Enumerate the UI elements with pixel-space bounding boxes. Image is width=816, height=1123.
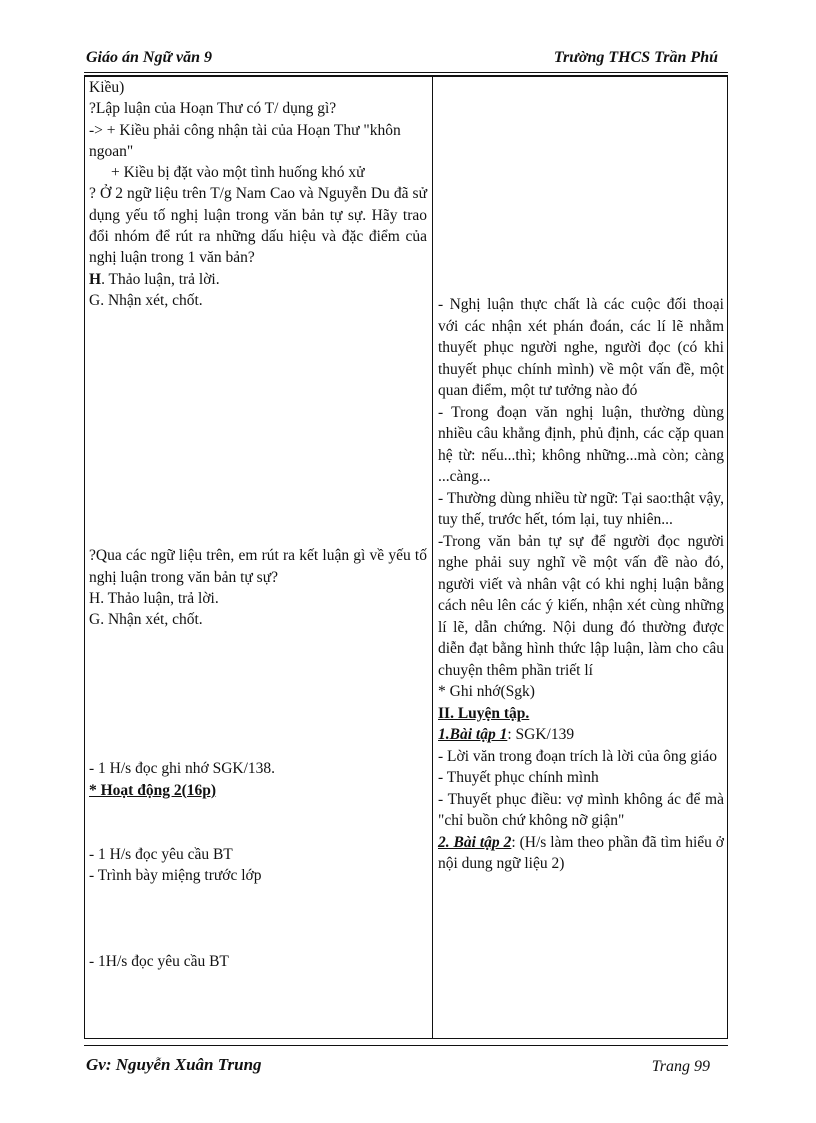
left-read-memo: - 1 H/s đọc ghi nhớ SGK/138. [89,760,276,778]
teacher-student-column [89,77,427,972]
left-present: - Trình bày miệng trước lớp [89,867,262,885]
exercise-2-text: : (H/s làm theo phần đã tìm hiểu ở nội dung ngữ liệu 2) [438,833,724,872]
footer-rule [84,1045,728,1046]
left-question-conclusion: ?Qua các ngữ liệu trên, em rút ra kết luận gì về yếu tố nghị luận trong văn bản tự sự? [89,547,427,586]
left-line-1: Kiều) [89,79,125,96]
practice-heading: II. Luyện tập. [438,704,530,722]
right-para-1: - Nghị luận thực chất là các cuộc đối thoại với các nhận xét phán đoán, các lí lẽ nhằm thuyết phục người nghe, người đọc (có khi thuyết phục chính mình) về một vấn đề, một quan điểm, một tư tưởng nào đó [438,296,724,399]
left-read-task-2: - 1H/s đọc yêu cầu BT [89,952,229,970]
left-g2-line: G. Nhận xét, chốt. [89,611,203,629]
footer-page-number: Trang 99 [651,1058,710,1075]
right-memo: * Ghi nhớ(Sgk) [438,683,535,700]
h-bold: H [89,270,102,288]
left-h-line [89,269,427,290]
right-para-7: - Thuyết phục chính mình [438,769,599,786]
left-question-group: ? Ở 2 ngữ liệu trên T/g Nam Cao và Nguyễn Du đã sử dụng yếu tố nghị luận trong văn bản tự sự. Hãy trao đổi nhóm để rút ra những dấu hiệu và đặc điểm của nghị luận trong 1 văn bản? [89,185,427,267]
header-school: Trường THCS Trần Phú [553,49,718,66]
exercise-1-ref: : SGK/139 [507,726,575,743]
exercise-1-label: 1.Bài tập 1 [438,726,508,743]
content-column [438,77,724,875]
left-line-3: -> + Kiều phải công nhận tài của Hoạn Thư "khôn ngoan" [89,121,401,160]
exercise-2-line [438,832,724,875]
column-divider [432,77,433,1038]
right-para-6: - Lời văn trong đoạn trích là lời của ông giáo [438,747,717,765]
footer-teacher: Gv: Nguyễn Xuân Trung [86,1055,262,1074]
left-read-task-1: - 1 H/s đọc yêu cầu BT [89,846,233,864]
left-line-4: + Kiều bị đặt vào một tình huống khó xử [111,164,365,182]
header-subject: Giáo án Ngữ văn 9 [86,49,213,66]
activity-heading: * Hoạt động 2(16p) [89,781,217,799]
exercise-1-line [438,724,724,746]
h-rest: . Thảo luận, trả lời. [101,270,220,288]
right-para-4: -Trong văn bản tự sự để người đọc người nghe phải suy nghĩ về một vấn đề nào đó, người viết và nhân vật có khi nghị luận bằng cách nêu lên các ý kiến, nhận xét cùng những lí lẽ, dẫn chứng. Nội dung đó thường được diễn đạt bằng hình thức lập luận, làm cho câu chuyện thêm phần triết lí [438,532,724,679]
right-para-8: - Thuyết phục điều: vợ mình không ác để mà "chỉ buồn chứ không nỡ giận" [438,790,724,829]
right-para-3: - Thường dùng nhiều từ ngữ: Tại sao:thật vậy, tuy thế, trước hết, tóm lại, tuy nhiên... [438,489,724,528]
left-line-2: ?Lập luận của Hoạn Thư có T/ dụng gì? [89,100,337,118]
lesson-table [84,76,728,1039]
left-g-line: G. Nhận xét, chốt. [89,291,203,309]
right-para-2: - Trong đoạn văn nghị luận, thường dùng nhiều câu khẳng định, phủ định, các cặp quan hệ từ: nếu...thì; không những...mà còn; càng ...càng... [438,403,724,485]
exercise-2-label: 2. Bài tập 2 [438,833,512,851]
left-h2-line: H. Thảo luận, trả lời. [89,589,219,607]
header-rule [84,72,728,73]
